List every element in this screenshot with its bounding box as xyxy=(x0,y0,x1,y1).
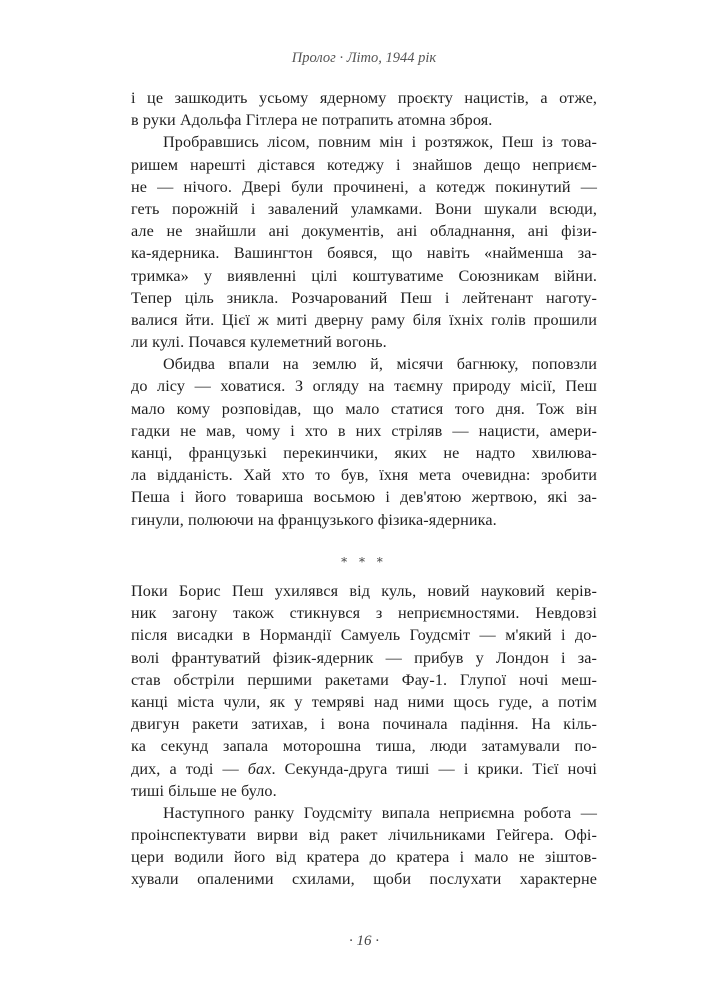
page-number: · 16 · xyxy=(349,933,379,949)
text-line: Наступного ранку Гоудсміту випала неприємна робота — xyxy=(163,803,597,822)
text-line: мало кому розповідав, що мало статися того дня. Тож він xyxy=(131,399,597,418)
text-line: став обстріли першими ракетами Фау-1. Глупої ночі меш- xyxy=(131,670,597,689)
text-line: не — нічого. Двері були прочинені, а котедж покинутий — xyxy=(131,177,597,196)
text-line: цери водили його від кратера до кратера і мало не зіштов- xyxy=(131,848,597,867)
body-text-section-1 xyxy=(131,87,597,531)
text-line: тиші більше не було. xyxy=(131,781,277,800)
text-line: до лісу — ховатися. З огляду на таємну природу місії, Пеш xyxy=(131,377,597,396)
text-line: канці міста чули, як у темряві над ними щось гуде, а потім xyxy=(131,692,597,711)
text-line: ли кулі. Почався кулеметний вогонь. xyxy=(131,333,387,352)
text-line: геть порожній і завалений уламками. Вони шукали всюди, xyxy=(131,199,597,218)
text-line: дих, а тоді — бах. Секунда-друга тиші — і крики. Тієї ночі xyxy=(131,759,597,778)
text-line: двигун ракети затихав, і вона починала падіння. На кіль- xyxy=(131,715,597,734)
text-line: ла відданість. Хай хто то був, їхня мета очевидна: зробити xyxy=(131,466,597,485)
text-line: проінспектувати вирви від ракет лічильниками Гейгера. Офі- xyxy=(131,826,597,845)
text-line: гинули, полюючи на французького фізика-ядерника. xyxy=(131,510,497,529)
text-line: і це зашкодить усьому ядерному проєкту нацистів, а отже, xyxy=(131,89,597,107)
text-line: валися йти. Цієї ж миті дверну раму біля їхніх голів прошили xyxy=(131,310,597,329)
text-line: в руки Адольфа Гітлера не потрапить атомна зброя. xyxy=(131,111,493,130)
text-line: хували опаленими схилами, щоби послухати характерне xyxy=(131,870,597,889)
section-separator: * * * xyxy=(341,555,387,569)
body-text-section-2 xyxy=(131,580,597,891)
text-line: Обидва впали на землю й, місячи багнюку, поповзли xyxy=(163,355,597,374)
text-line: волі франтуватий фізик-ядерник — прибув у Лондон і за- xyxy=(131,648,597,667)
text-line: Пеша і його товариша восьмою і дев'ятою жертвою, які за- xyxy=(131,488,597,507)
running-header: Пролог · Літо, 1944 рік xyxy=(291,50,437,66)
text-line: тримка» у виявленні цілі коштуватиме Союзникам війни. xyxy=(131,266,597,285)
text-line: Тепер ціль зникла. Розчарований Пеш і лейтенант наготу- xyxy=(131,288,597,307)
text-line: після висадки в Нормандії Самуель Гоудсміт — м'який і до- xyxy=(131,626,597,645)
text-line: але не знайшли ані документів, ані обладнання, ані фізи- xyxy=(131,222,597,241)
text-line: Поки Борис Пеш ухилявся від куль, новий науковий керів- xyxy=(131,582,597,600)
text-line: канці, французькі перекинчики, яких не надто хвилюва- xyxy=(131,444,597,462)
text-line: ка-ядерника. Вашингтон боявся, що навіть «найменша за- xyxy=(131,244,597,263)
text-line: гадки не мав, чому і хто в них стріляв — нацисти, амери- xyxy=(131,421,597,440)
emphasis: бах xyxy=(247,759,272,778)
text-line: ришем нарешті дістався котеджу і знайшов дещо неприєм- xyxy=(131,155,597,174)
text-line: ник загону також стикнувся з неприємностями. Невдовзі xyxy=(131,604,597,623)
text-line: Пробравшись лісом, повним мін і розтяжок, Пеш із това- xyxy=(163,133,597,152)
text-line: ка секунд запала моторошна тиша, люди затамували по- xyxy=(131,737,597,756)
